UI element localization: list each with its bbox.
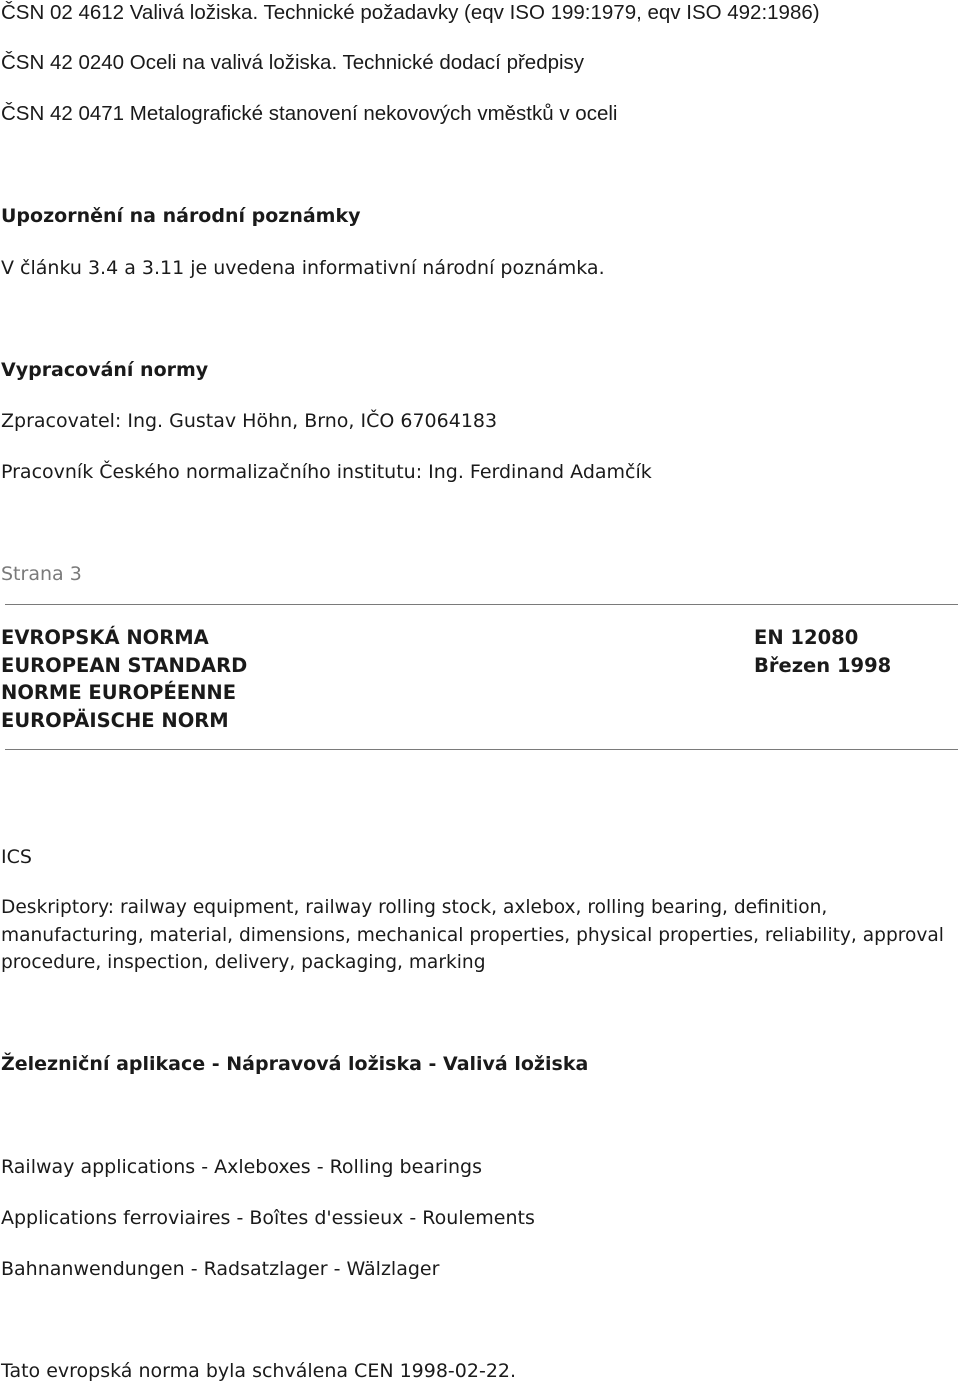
- notes-text: V článku 3.4 a 3.11 je uvedena informativní národní poznámka.: [1, 257, 605, 279]
- preparation-heading: Vypracování normy: [1, 359, 209, 381]
- title-fr: Applications ferroviaires - Boîtes d'essieux - Roulements: [1, 1207, 535, 1229]
- title-en: Railway applications - Axleboxes - Rolling bearings: [1, 1156, 483, 1178]
- divider: [5, 604, 958, 605]
- standard-number: EN 12080: [754, 626, 859, 649]
- standard-names: [1, 624, 247, 734]
- standard-name: EUROPEAN STANDARD: [1, 653, 248, 677]
- descriptors: Deskriptory: railway equipment, railway rolling stock, axlebox, rolling bearing, definition, manufacturing, material, dimensions, mechanical properties, physical properties, reliability, approval procedure, inspection, delivery, packaging, marking: [1, 897, 944, 974]
- standard-name: EVROPSKÁ NORMA: [1, 626, 209, 649]
- title-cz: Železniční aplikace - Nápravová ložiska - Valivá ložiska: [1, 1053, 589, 1075]
- reference-item: ČSN 42 0471 Metalografické stanovení nekovových vměstků v oceli: [1, 102, 618, 125]
- preparation-institute: Pracovník Českého normalizačního institutu: Ing. Ferdinand Adamčík: [1, 461, 652, 483]
- standard-name: EUROPÄISCHE NORM: [1, 708, 229, 732]
- preparation-author: Zpracovatel: Ing. Gustav Höhn, Brno, IČO 67064183: [1, 410, 498, 432]
- title-de: Bahnanwendungen - Radsatzlager - Wälzlager: [1, 1258, 440, 1280]
- standard-info: [754, 624, 891, 679]
- approval-note: Tato evropská norma byla schválena CEN 1998-02-22.: [1, 1360, 517, 1382]
- page-label: Strana 3: [1, 563, 82, 585]
- divider: [5, 749, 958, 750]
- standard-date: Březen 1998: [754, 653, 892, 677]
- ics-label: ICS: [1, 846, 32, 868]
- reference-item: ČSN 02 4612 Valivá ložiska. Technické požadavky (eqv ISO 199:1979, eqv ISO 492:1986): [1, 1, 820, 24]
- reference-item: ČSN 42 0240 Oceli na valivá ložiska. Technické dodací předpisy: [1, 51, 585, 74]
- standard-name: NORME EUROPÉENNE: [1, 681, 237, 704]
- notes-heading: Upozornění na národní poznámky: [1, 205, 361, 227]
